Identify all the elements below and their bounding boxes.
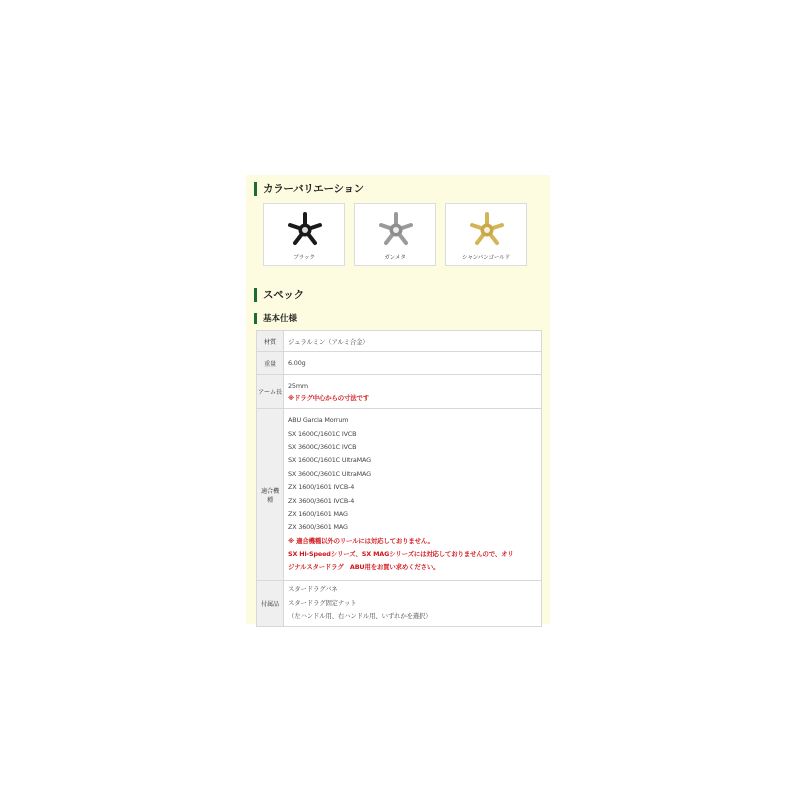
basic-spec-heading [254, 312, 297, 324]
compatibility-note: SX Hi-Speedシリーズ、SX MAGシリーズには対応しておりませんので、オリ [288, 550, 514, 559]
star-drag-gold-icon [467, 208, 507, 248]
star-drag-gunmetal-icon [376, 208, 416, 248]
compatible-model: ZX 1600/1601 MAG [288, 509, 348, 518]
compatible-model: SX 3600C/3601C IVCB [288, 442, 357, 451]
color-variation-heading [254, 181, 364, 196]
compatible-model: SX 1600C/1601C IVCB [288, 429, 357, 438]
arm-length-value: 25mm [288, 381, 308, 390]
compatible-model: ZX 1600/1601 IVCB-4 [288, 483, 355, 492]
color-variant-label: ブラック [293, 255, 315, 261]
spec-value [284, 375, 542, 409]
spec-label: 付属品 [257, 581, 284, 627]
spec-value [284, 409, 542, 581]
spec-value: 6.00g [284, 352, 542, 375]
spec-row-material [257, 331, 542, 352]
basic-spec-title: 基本仕様 [263, 314, 298, 324]
product-info-panel [246, 175, 550, 624]
compatible-model: ABU Garcia Morrum [288, 416, 349, 425]
spec-table [256, 330, 542, 627]
accessory-item: スタードラグ固定ナット [288, 598, 357, 607]
spec-label: 適合機種 [257, 409, 284, 581]
color-variant-label: ガンメタ [384, 255, 406, 261]
heading-accent-bar [254, 288, 257, 302]
spec-label: アーム長 [257, 375, 284, 409]
star-drag-black-icon [285, 208, 325, 248]
spec-row-accessories [257, 581, 542, 627]
compatibility-note: ジナルスタードラグ ABU用をお買い求めください。 [288, 563, 440, 572]
accessory-item: スタードラグバネ [288, 585, 338, 594]
compatibility-note: ※ 適合機種以外のリールには対応しておりません。 [288, 536, 434, 545]
compatible-model: SX 3600C/3601C UltraMAG [288, 469, 371, 478]
color-variant-label: シャンパンゴールド [462, 255, 510, 261]
spec-row-arm-length [257, 375, 542, 409]
spec-row-weight [257, 352, 542, 375]
compatible-model: ZX 3600/3601 MAG [288, 523, 348, 532]
spec-heading [254, 287, 304, 302]
spec-label: 材質 [257, 331, 284, 352]
color-variant-list [263, 203, 527, 266]
color-variation-title: カラーバリエーション [263, 183, 364, 195]
color-variant-gunmetal[interactable] [354, 203, 436, 266]
accessory-item: （左ハンドル用、右ハンドル用、いずれかを選択） [288, 612, 432, 621]
arm-length-note: ※ドラグ中心からの寸法です [288, 393, 369, 402]
color-variant-black[interactable] [263, 203, 345, 266]
spec-value [284, 581, 542, 627]
spec-label: 重量 [257, 352, 284, 375]
compatible-model: SX 1600C/1601C UltraMAG [288, 456, 371, 465]
color-variant-gold[interactable] [445, 203, 527, 266]
spec-title: スペック [263, 289, 304, 301]
spec-value: ジュラルミン（アルミ合金） [284, 331, 542, 352]
heading-accent-bar [254, 313, 257, 324]
compatible-model: ZX 3600/3601 IVCB-4 [288, 496, 355, 505]
heading-accent-bar [254, 182, 257, 196]
spec-row-compatible [257, 409, 542, 581]
